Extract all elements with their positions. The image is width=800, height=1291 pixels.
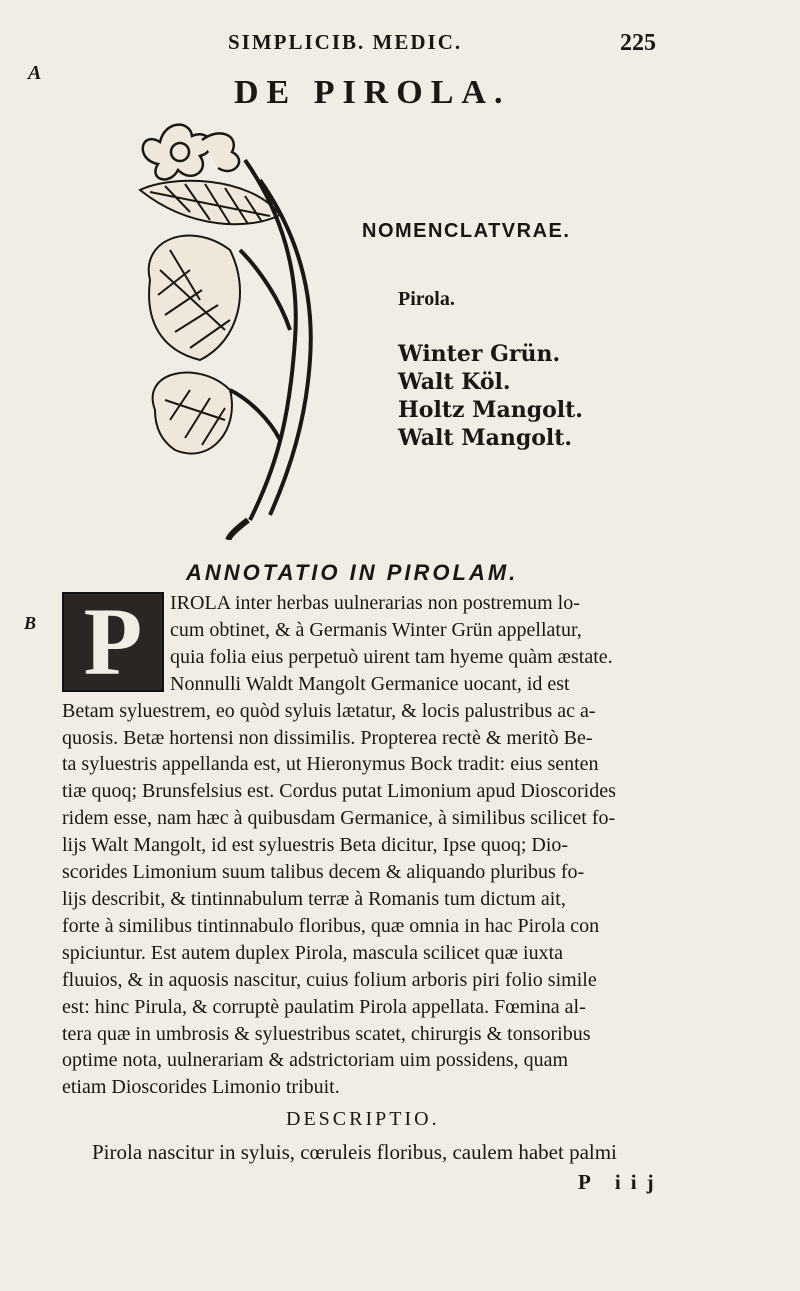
leaf-lower [153, 373, 232, 454]
text-line: lijs describit, & tintinnabulum terræ à Romanis tum dictum ait, [62, 887, 566, 910]
german-names-list [398, 340, 583, 452]
annotation-heading: ANNOTATIO IN PIROLAM. [186, 560, 519, 585]
german-name: Walt Köl. [398, 369, 511, 395]
leaf-upper [140, 181, 280, 224]
margin-letter-b: B [24, 613, 37, 633]
text-line: tera quæ in umbrosis & syluestribus scatet, chirurgis & tonsoribus [62, 1022, 591, 1045]
text-line: fluuios, & in aquosis nascitur, cuius folium arboris piri folio simile [62, 968, 597, 991]
pirola-plant-woodcut [130, 120, 330, 540]
root [228, 520, 248, 540]
text-line: cum obtinet, & à Germanis Winter Grün appellatur, [170, 618, 582, 641]
chapter-title: DE PIROLA. [234, 74, 511, 111]
description-text: Pirola nascitur in syluis, cœruleis floribus, caulem habet palmi [92, 1140, 617, 1164]
german-name: Winter Grün. [398, 341, 561, 367]
page-number: 225 [620, 30, 656, 56]
text-line: quia folia eius perpetuò uirent tam hyeme quàm æstate. [170, 645, 613, 668]
text-line: quosis. Betæ hortensi non dissimilis. Propterea rectè & meritò Be- [62, 726, 593, 749]
description-heading: DESCRIPTIO. [286, 1108, 440, 1130]
signature-mark: P iij [578, 1170, 664, 1194]
text-line: scorides Limonium suum talibus decem & aliquando pluribus fo- [62, 861, 585, 884]
text-line: lijs Walt Mangolt, id est syluestris Beta dicitur, Ipse quoq; Dio- [62, 834, 569, 857]
text-line: etiam Dioscorides Limonio tribuit. [62, 1076, 340, 1099]
initial-letter: P [83, 588, 143, 695]
margin-letter-a: A [28, 62, 42, 84]
text-line: est: hinc Pirula, & corruptè paulatim Pirola appellata. Fœmina al- [62, 995, 586, 1018]
text-line: tiæ quoq; Brunsfelsius est. Cordus putat Limonium apud Dioscorides [62, 780, 616, 803]
text-line: spiciuntur. Est autem duplex Pirola, mascula scilicet quæ iuxta [62, 941, 564, 964]
latin-name: Pirola. [398, 288, 455, 310]
german-name: Walt Mangolt. [398, 425, 573, 451]
german-name: Holtz Mangolt. [398, 397, 583, 423]
running-head: SIMPLICIB. MEDIC. [228, 30, 463, 54]
text-line: forte à similibus tintinnabulo floribus, quæ omnia in hac Pirola con [62, 914, 600, 937]
text-line: Nonnulli Waldt Mangolt Germanice uocant, id est [170, 672, 570, 695]
text-line: optime nota, uulnerariam & adstrictoriam uim possidens, quam [62, 1049, 569, 1072]
text-line: Betam syluestrem, eo quòd syluis lætatur, & locis palustribus ac a- [62, 699, 596, 722]
text-line: ta syluestris appellanda est, ut Hieronymus Bock tradit: eius senten [62, 753, 599, 776]
leaf-large [149, 236, 240, 360]
annotation-text [62, 590, 698, 1101]
text-line: IROLA inter herbas uulnerarias non postremum lo- [170, 592, 580, 614]
text-line: ridem esse, nam hæc à quibusdam Germanice, à similibus scilicet fo- [62, 807, 616, 830]
flower-cluster [143, 125, 239, 180]
nomenclature-heading: NOMENCLATVRAE. [362, 220, 571, 242]
